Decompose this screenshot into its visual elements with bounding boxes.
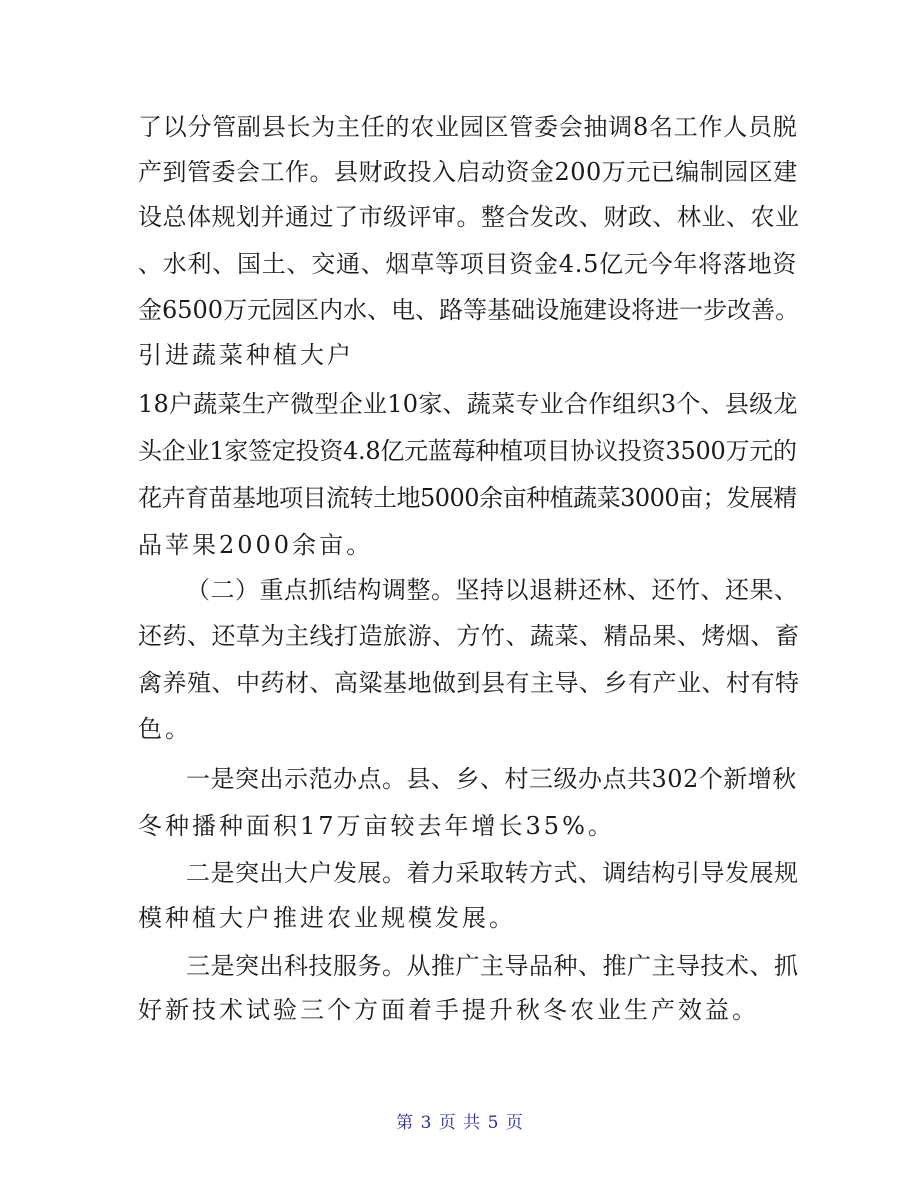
text-line: 金6500万元园区内水、电、路等基础设施建设将进一步改善。: [138, 296, 800, 324]
paragraph-start-line: （二）重点抓结构调整。坚持以退耕还林、还竹、还果、: [186, 576, 799, 604]
text-line: 禽养殖、中药材、高粱基地做到县有主导、乡有产业、村有特: [138, 669, 800, 697]
text-line: 色。: [138, 715, 192, 743]
page-number-footer: 第 3 页 共 5 页: [396, 1113, 524, 1133]
text-line: 设总体规划并通过了市级评审。整合发改、财政、林业、农业: [138, 203, 800, 231]
text-line: 好新技术试验三个方面着手提升秋冬农业生产效益。: [138, 996, 759, 1024]
text-line: 冬种播种面积17万亩较去年增长35%。: [138, 812, 615, 840]
text-line: 18户蔬菜生产微型企业10家、蔬菜专业合作组织3个、县级龙: [138, 390, 798, 418]
text-line: 花卉育苗基地项目流转土地5000余亩种植蔬菜3000亩；发展精: [138, 484, 797, 512]
paragraph-start-line: 三是突出科技服务。从推广主导品种、推广主导技术、抓: [186, 952, 799, 980]
text-line: 了以分管副县长为主任的农业园区管委会抽调8名工作人员脱: [138, 113, 798, 141]
text-line: 产到管委会工作。县财政投入启动资金200万元已编制园区建: [138, 158, 798, 186]
text-line: 还药、还草为主线打造旅游、方竹、蔬菜、精品果、烤烟、畜: [138, 622, 800, 650]
text-line: 头企业1家签定投资4.8亿元蓝莓种植项目协议投资3500万元的: [138, 437, 797, 465]
paragraph-start-line: 一是突出示范办点。县、乡、村三级办点共302个新增秋: [186, 765, 797, 793]
text-line: 品苹果2000余亩。: [138, 531, 374, 559]
text-line: 引进蔬菜种植大户: [138, 341, 354, 369]
text-line: 模种植大户推进农业规模发展。: [138, 904, 516, 932]
text-line: 、水利、国土、交通、烟草等项目资金4.5亿元今年将落地资: [138, 250, 798, 278]
paragraph-start-line: 二是突出大户发展。着力采取转方式、调结构引导发展规: [186, 859, 799, 887]
